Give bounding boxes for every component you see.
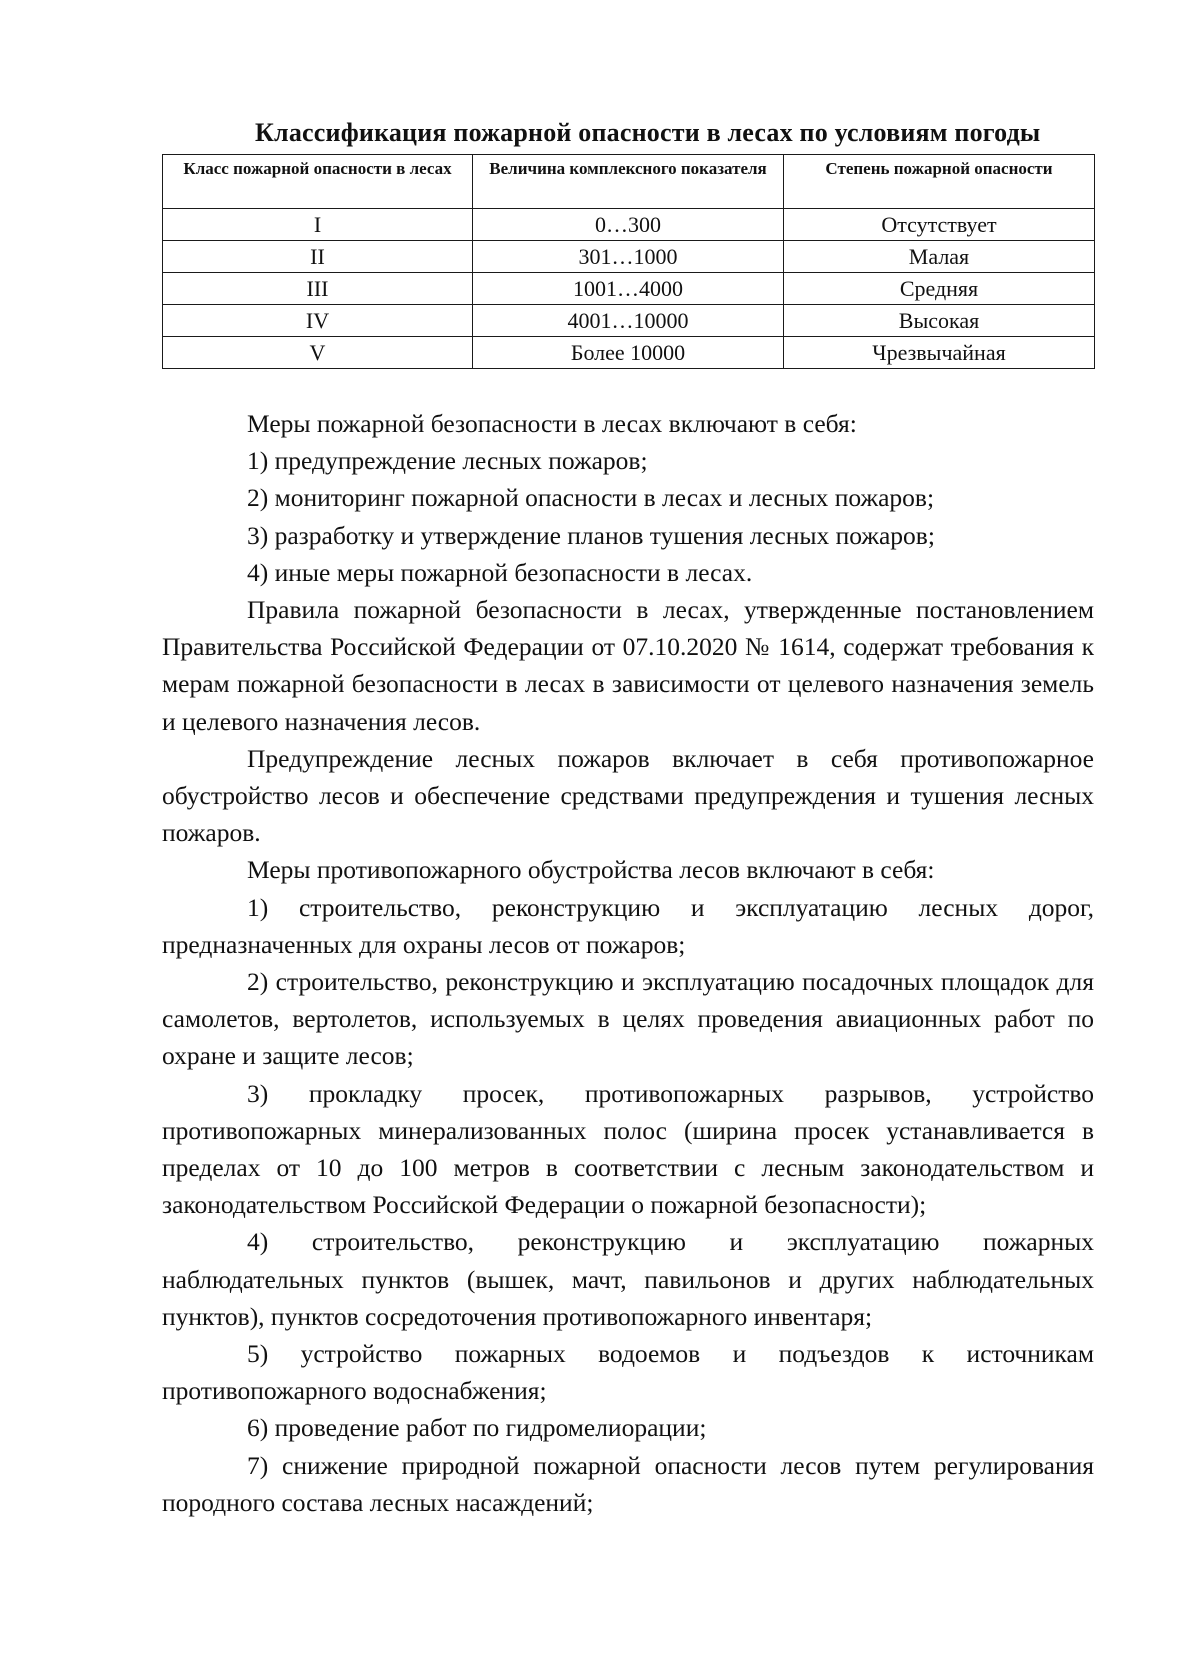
table-cell-index: 1001…4000 xyxy=(473,273,784,305)
table-row xyxy=(163,337,1095,369)
list-item: 3) прокладку просек, противопожарных разрывов, устройство противопожарных минерализованных полос (ширина просек устанавливается в пределах от 10 до 100 метров в соответствии с лесным законодательством и законодательством Российской Федерации о пожарной безопасности); xyxy=(162,1078,1094,1220)
table-cell-class: V xyxy=(163,337,473,369)
list-item: 6) проведение работ по гидромелиорации; xyxy=(247,1413,707,1443)
table-cell-class: I xyxy=(163,209,473,241)
table-cell-index: 301…1000 xyxy=(473,241,784,273)
list-item: 2) строительство, реконструкцию и эксплуатацию посадочных площадок для самолетов, вертолетов, используемых в целях проведения авиационных работ по охране и защите лесов; xyxy=(162,967,1094,1071)
paragraph-arrangement-intro: Меры противопожарного обустройства лесов включают в себя: xyxy=(247,855,935,885)
table-cell-index: 0…300 xyxy=(473,209,784,241)
list-item: 2) мониторинг пожарной опасности в лесах и лесных пожаров; xyxy=(247,483,935,513)
table-title: Классификация пожарной опасности в лесах по условиям погоды xyxy=(255,118,1041,147)
header-complex-index: Величина комплексного показателя xyxy=(473,155,784,209)
body-text xyxy=(162,405,1094,1521)
table-cell-class: III xyxy=(163,273,473,305)
paragraph-prevention: Предупреждение лесных пожаров включает в себя противопожарное обустройство лесов и обеспечение средствами предупреждения и тушения лесных пожаров. xyxy=(162,743,1094,848)
table-row xyxy=(163,305,1095,337)
header-danger-degree: Степень пожарной опасности xyxy=(784,155,1095,209)
table-cell-degree: Средняя xyxy=(784,273,1095,305)
table-header-row xyxy=(163,155,1095,209)
table-cell-index: Более 10000 xyxy=(473,337,784,369)
list-item: 3) разработку и утверждение планов тушения лесных пожаров; xyxy=(247,520,935,550)
table-cell-index: 4001…10000 xyxy=(473,305,784,337)
table-cell-degree: Отсутствует xyxy=(784,209,1095,241)
table-cell-class: IV xyxy=(163,305,473,337)
paragraph-rules: Правила пожарной безопасности в лесах, утвержденные постановлением Правительства Российской Федерации от 07.10.2020 № 1614, содержат требования к мерам пожарной безопасности в лесах в зависимости от целевого назначения земель и целевого назначения лесов. xyxy=(162,595,1094,736)
table-cell-degree: Малая xyxy=(784,241,1095,273)
table-cell-class: II xyxy=(163,241,473,273)
table-cell-degree: Чрезвычайная xyxy=(784,337,1095,369)
table-row xyxy=(163,241,1095,273)
table-row xyxy=(163,209,1095,241)
list-item: 4) строительство, реконструкцию и эксплуатацию пожарных наблюдательных пунктов (вышек, мачт, павильонов и других наблюдательных пунктов), пунктов сосредоточения противопожарного инвентаря; xyxy=(162,1227,1094,1331)
list-item: 7) снижение природной пожарной опасности лесов путем регулирования породного состава лесных насаждений; xyxy=(162,1450,1094,1517)
list-item: 5) устройство пожарных водоемов и подъездов к источникам противопожарного водоснабжения; xyxy=(162,1339,1094,1406)
table-cell-degree: Высокая xyxy=(784,305,1095,337)
header-danger-class: Класс пожарной опасности в лесах xyxy=(163,155,473,209)
paragraph-safety-measures-intro: Меры пожарной безопасности в лесах включают в себя: xyxy=(247,409,857,438)
list-item: 1) предупреждение лесных пожаров; xyxy=(247,446,648,476)
list-item: 1) строительство, реконструкцию и эксплуатацию лесных дорог, предназначенных для охраны лесов от пожаров; xyxy=(162,892,1094,959)
fire-danger-table xyxy=(162,154,1095,369)
table-row xyxy=(163,273,1095,305)
list-item: 4) иные меры пожарной безопасности в лесах. xyxy=(247,557,753,587)
